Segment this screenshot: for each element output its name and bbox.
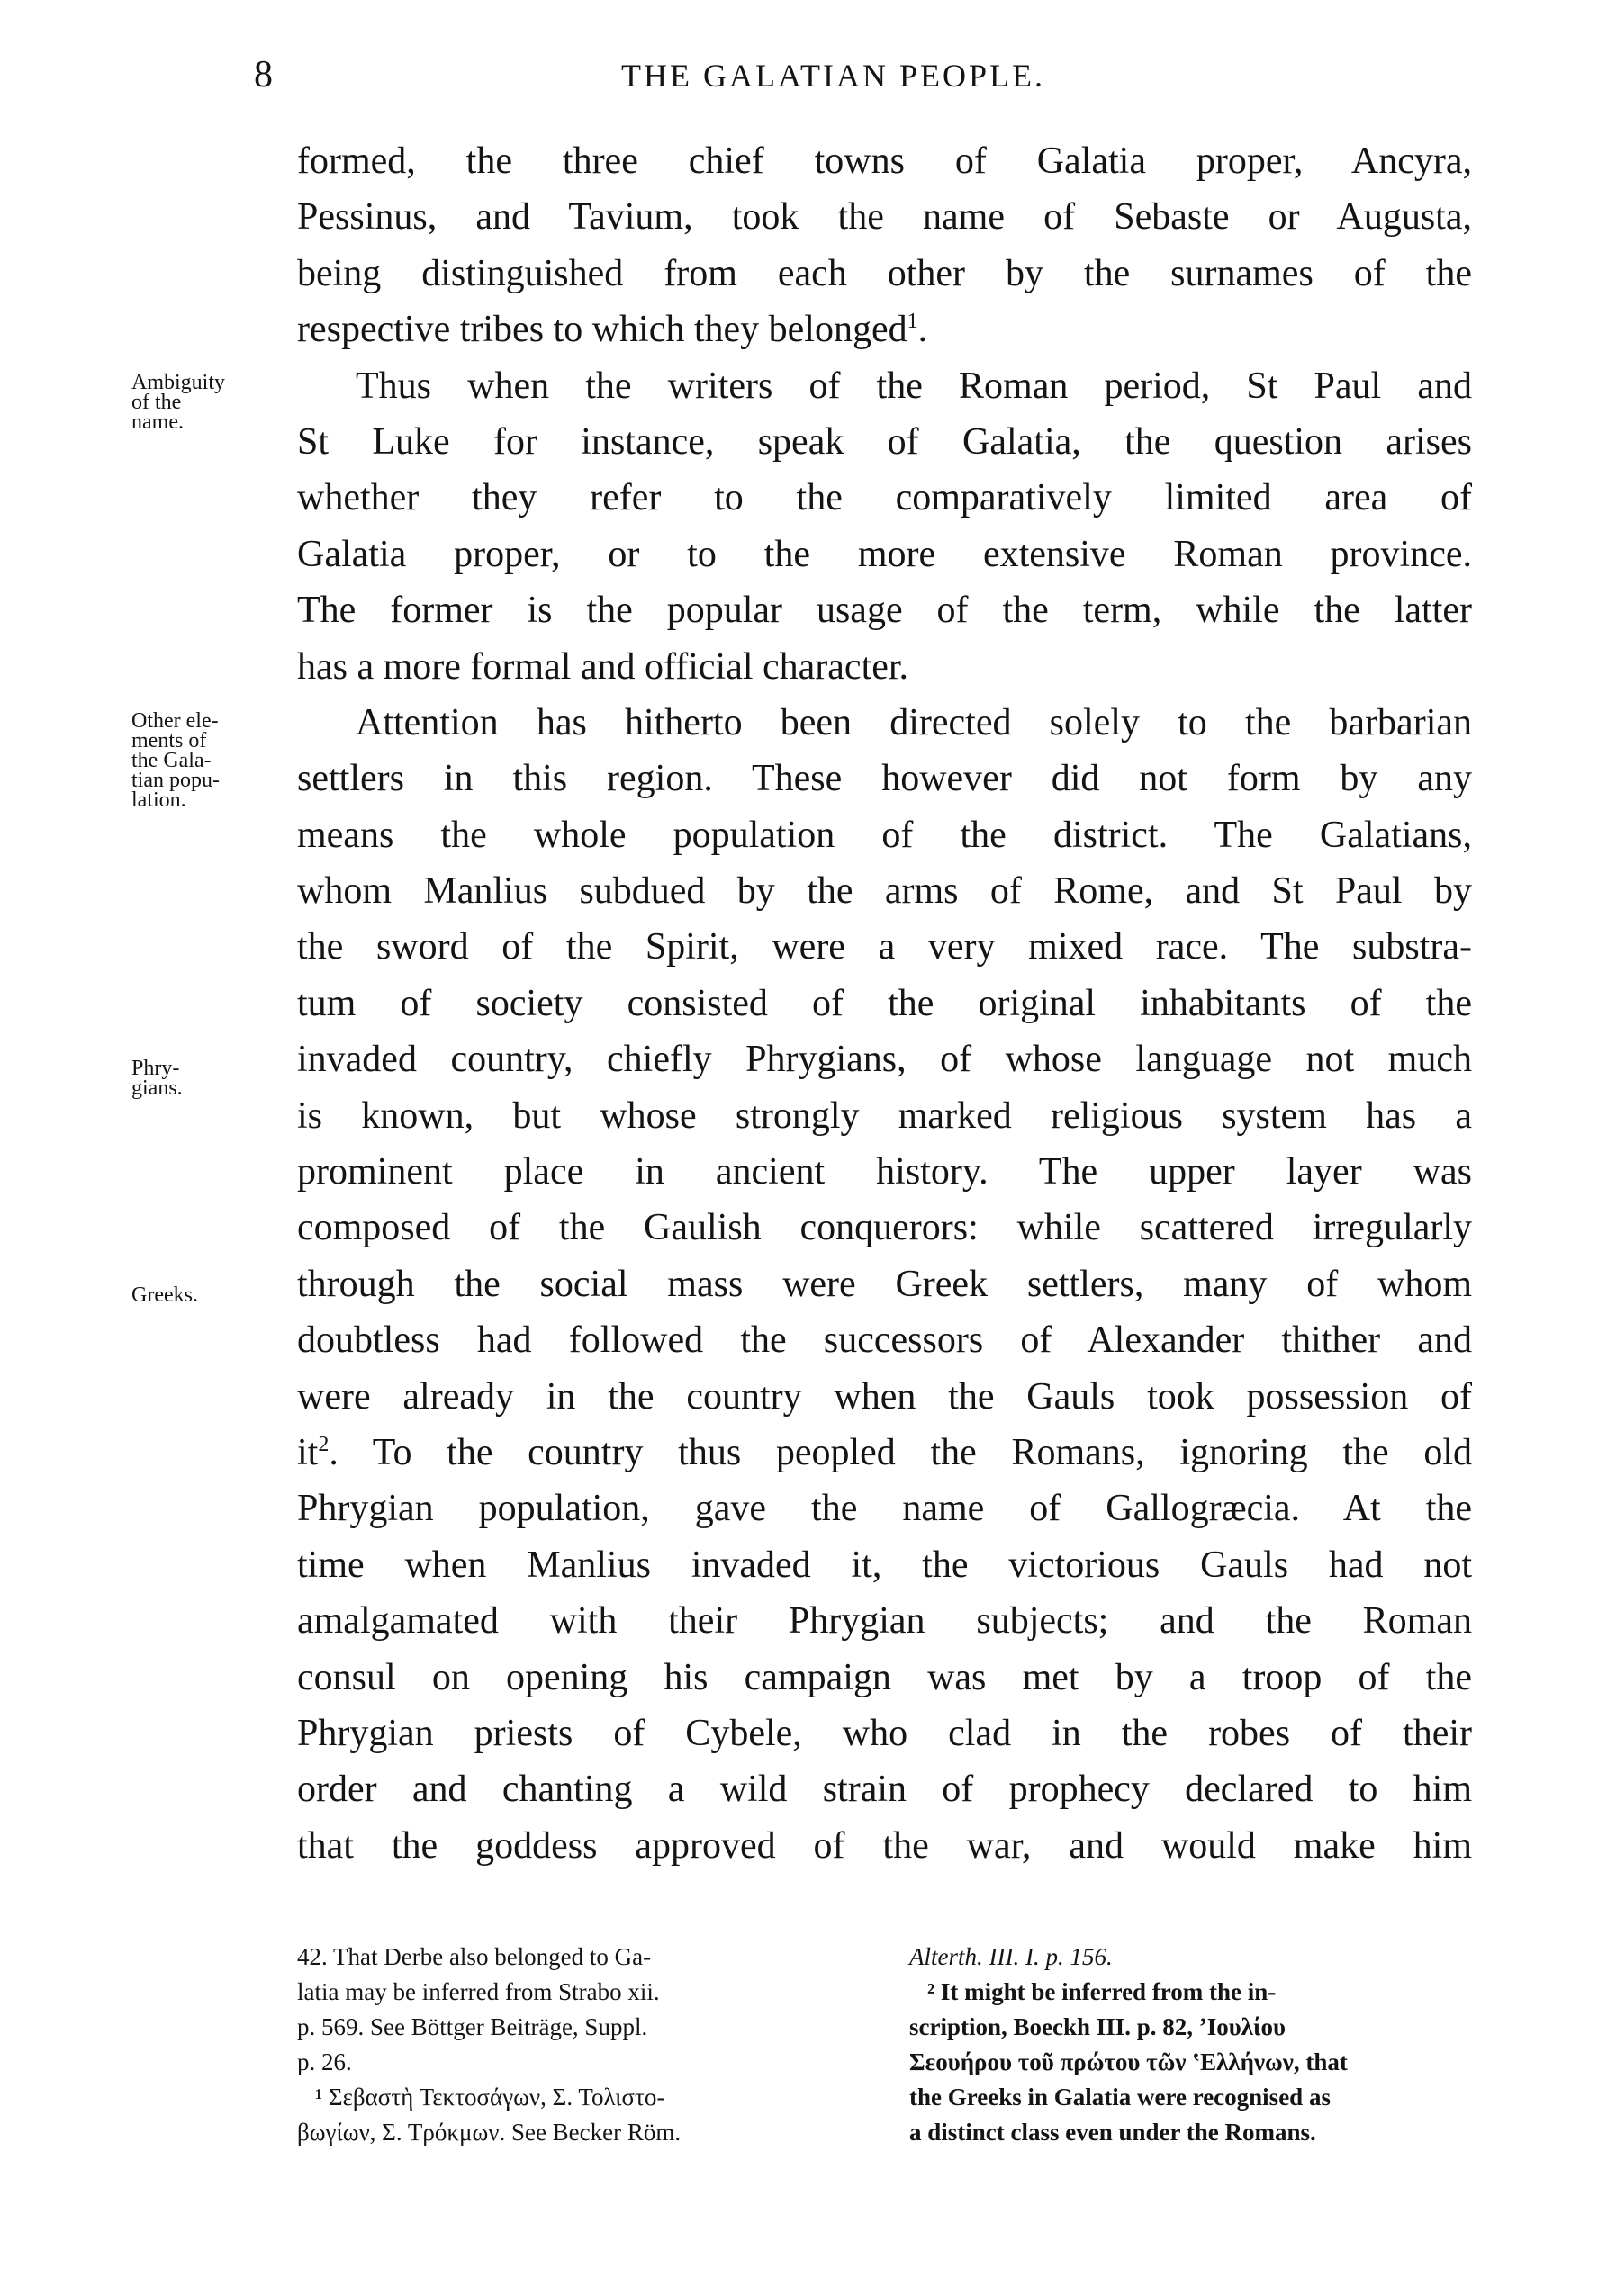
body-text	[297, 133, 1472, 1874]
footnotes-left-column	[297, 1940, 864, 2150]
body-line: Galatia proper, or to the more extensive Roman province.	[297, 533, 1472, 575]
sidenote-line: Phry-	[131, 1057, 180, 1080]
body-line: were already in the country when the Gauls took possession of	[297, 1375, 1472, 1418]
body-line: composed of the Gaulish conquerors: while scattered irregularly	[297, 1207, 1472, 1249]
body-line: time when Manlius invaded it, the victorious Gauls had not	[297, 1544, 1472, 1586]
footnote-ref-1: 1	[907, 310, 918, 334]
running-head: THE GALATIAN PEOPLE.	[621, 58, 1045, 94]
footnote-line: βωγίων, Σ. Τρόκμων. See Becker Röm.	[297, 2119, 682, 2146]
body-line: the sword of the Spirit, were a very mixed race. The substra-	[297, 926, 1472, 968]
body-line: whether they refer to the comparatively limited area of	[297, 477, 1472, 519]
footnote-line: ² It might be inferred from the in-	[927, 1978, 1277, 2005]
body-line: tum of society consisted of the original inhabitants of the	[297, 982, 1472, 1024]
paragraph-start: Thus when the writers of the Roman period, St Paul and	[356, 365, 1472, 407]
body-line: being distinguished from each other by the surnames of the	[297, 252, 1472, 294]
sidenote-line: name.	[131, 410, 184, 434]
body-line: formed, the three chief towns of Galatia proper, Ancyra,	[297, 140, 1472, 182]
body-line: consul on opening his campaign was met by a troop of the	[297, 1656, 1472, 1698]
sidenote-line: lation.	[131, 788, 186, 812]
body-line: Phrygian priests of Cybele, who clad in the robes of their	[297, 1712, 1472, 1754]
sidenote-ambiguity	[131, 373, 293, 432]
body-line: St Luke for instance, speak of Galatia, the question arises	[297, 420, 1472, 463]
body-line: The former is the popular usage of the term, while the latter	[297, 590, 1472, 632]
sidenote-line: ments of	[131, 729, 207, 752]
footnote-ref-2: 2	[318, 1432, 330, 1456]
sidenote-greeks	[131, 1285, 293, 1305]
body-line-text: it	[297, 1431, 319, 1473]
sidenote-line: gians.	[131, 1076, 183, 1100]
body-line: Phrygian population, gave the name of Gallogræcia. At the	[297, 1488, 1472, 1530]
body-line: doubtless had followed the successors of Alexander thither and	[297, 1319, 1472, 1362]
sidenote-line: the Gala-	[131, 749, 212, 772]
body-line	[297, 1425, 1472, 1481]
body-line: invaded country, chiefly Phrygians, of whose language not much	[297, 1039, 1472, 1081]
paragraph-start: Attention has hitherto been directed solely to the barbarian	[356, 701, 1472, 743]
footnote-line: latia may be inferred from Strabo xii.	[297, 1978, 660, 2005]
body-line: whom Manlius subdued by the arms of Rome, and St Paul by	[297, 870, 1472, 913]
body-line: means the whole population of the district. The Galatians,	[297, 814, 1472, 856]
body-line: Pessinus, and Tavium, took the name of Sebaste or Augusta,	[297, 196, 1472, 239]
footnote-line: p. 26.	[297, 2048, 352, 2075]
body-line: that the goddess approved of the war, and would make him	[297, 1824, 1472, 1867]
footnote-line: scription, Boeckh III. p. 82, ʼΙουλίου	[909, 2013, 1286, 2040]
body-line-text: . To the country thus peopled the Romans, ignoring the old	[329, 1431, 1472, 1473]
body-line: settlers in this region. These however did not form by any	[297, 758, 1472, 800]
sidenote-line: Greeks.	[131, 1283, 198, 1307]
footnote-line: p. 569. See Böttger Beiträge, Suppl.	[297, 2013, 648, 2040]
footnote-line: ¹ Σεβαστὴ Τεκτοσάγων, Σ. Τολιστο-	[315, 2084, 665, 2111]
page-number: 8	[254, 54, 273, 95]
sidenote-phrygians	[131, 1058, 293, 1098]
body-line: has a more formal and official character.	[297, 645, 909, 688]
sidenote-other-elements	[131, 711, 293, 810]
footnote-line: the Greeks in Galatia were recognised as	[909, 2084, 1331, 2111]
body-line: order and chanting a wild strain of prophecy declared to him	[297, 1769, 1472, 1811]
body-line	[297, 302, 1472, 357]
body-line: through the social mass were Greek settlers, many of whom	[297, 1263, 1472, 1305]
body-line: prominent place in ancient history. The upper layer was	[297, 1151, 1472, 1193]
sidenote-line: tian popu-	[131, 769, 220, 792]
footnote-ref-tail: .	[917, 309, 928, 351]
sidenote-line: of the	[131, 391, 182, 414]
body-line: amalgamated with their Phrygian subjects; and the Roman	[297, 1600, 1472, 1643]
footnote-line: Σεουήρου τοῦ πρώτου τῶν ʽΕλλήνων, that	[909, 2048, 1348, 2075]
body-line-text: respective tribes to which they belonged	[297, 309, 907, 351]
footnote-line: Alterth. III. I. p. 156.	[909, 1943, 1113, 1970]
sidenote-line: Other ele-	[131, 709, 219, 733]
sidenote-line: Ambiguity	[131, 371, 226, 394]
body-line: is known, but whose strongly marked religious system has a	[297, 1094, 1472, 1137]
footnotes-right-column	[909, 1940, 1476, 2150]
footnote-line: a distinct class even under the Romans.	[909, 2119, 1316, 2146]
footnote-line: 42. That Derbe also belonged to Ga-	[297, 1943, 652, 1970]
